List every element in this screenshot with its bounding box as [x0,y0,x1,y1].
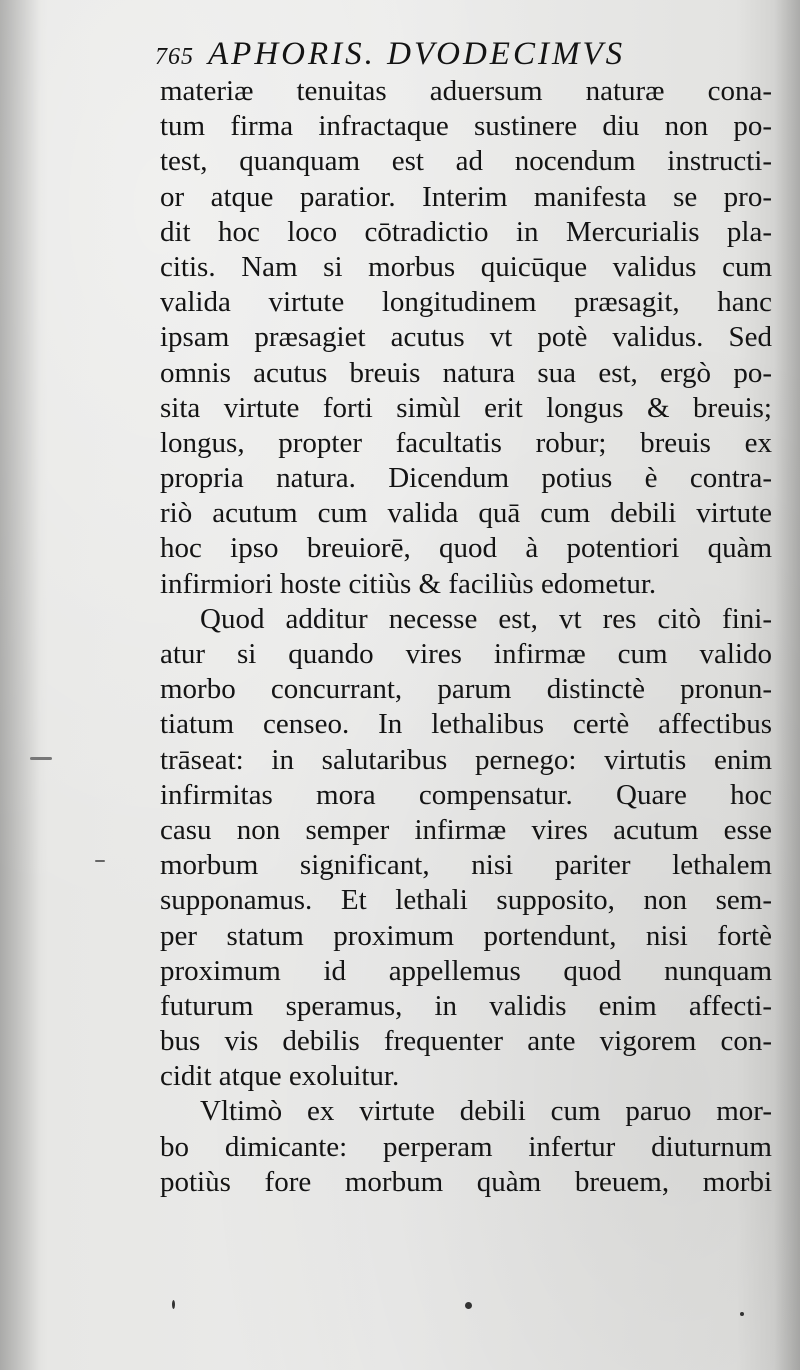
text-line: tum firma infractaque sustinere diu non po- [160,110,772,143]
paragraph [160,1094,772,1200]
text-line: materiæ tenuitas aduersum naturæ cona- [160,75,772,107]
text-line: morbo concurrant, parum distinctè pronun- [160,673,772,706]
text-line: atur si quando vires infirmæ cum valido [160,638,772,670]
gutter-shadow [0,0,40,1370]
text-line: hoc ipso breuiorē, quod à potentiori quàm [160,532,772,565]
text-line: citis. Nam si morbus quicūque validus cum [160,250,772,283]
text-line: or atque paratior. Interim manifesta se pro- [160,180,772,213]
text-line: cidit atque exoluitur. [160,1060,400,1093]
text-line: sita virtute forti simùl erit longus & breuis; [160,391,772,424]
text-line: bus vis debilis frequenter ante vigorem con- [160,1025,772,1058]
text-line: infirmitas mora compensatur. Quare hoc [160,778,772,811]
text-line: Vltimò ex virtute debili cum paruo mor- [200,1095,772,1128]
text-line: supponamus. Et lethali supposito, non sem- [160,884,772,917]
text-line: potiùs fore morbum quàm breuem, morbi [160,1165,772,1198]
body-text [160,74,772,1200]
text-line: longus, propter facultatis robur; breuis ex [160,426,772,459]
text-line: valida virtute longitudinem præsagit, hanc [160,286,772,319]
text-line: tiatum censeo. In lethalibus certè affectibus [160,708,772,741]
ink-speck [465,1302,472,1309]
running-title: APHORIS. DVODECIMVS [208,36,626,72]
text-line: propria natura. Dicendum potius è contra- [160,462,772,495]
text-line: futurum speramus, in validis enim affecti- [160,989,772,1022]
text-line: bo dimicante: perperam infertur diuturnum [160,1130,772,1163]
page-number: 765 [155,44,194,70]
text-line: infirmiori hoste citiùs & faciliùs edometur. [160,567,657,600]
text-line: per statum proximum portendunt, nisi fortè [160,919,772,952]
paragraph [160,74,772,602]
text-line: riò acutum cum valida quā cum debili virtute [160,497,772,530]
text-line: ipsam præsagiet acutus vt potè validus. Sed [160,321,772,354]
ink-speck [95,860,105,862]
ink-speck [172,1300,175,1309]
text-line: test, quanquam est ad nocendum instructi- [160,145,772,178]
page-edge-shadow [774,0,800,1370]
text-line: omnis acutus breuis natura sua est, ergò po- [160,356,772,389]
text-line: casu non semper infirmæ vires acutum esse [160,813,772,846]
paragraph [160,602,772,1095]
text-line: proximum id appellemus quod nunquam [160,954,772,987]
ink-speck [740,1312,744,1316]
text-line: dit hoc loco cōtradictio in Mercurialis pla- [160,215,772,248]
text-line: trāseat: in salutaribus pernego: virtutis enim [160,743,772,776]
running-header [155,30,765,78]
text-line: morbum significant, nisi pariter lethalem [160,849,772,882]
text-line: Quod additur necesse est, vt res citò fini- [200,602,772,635]
ink-speck [30,757,52,760]
